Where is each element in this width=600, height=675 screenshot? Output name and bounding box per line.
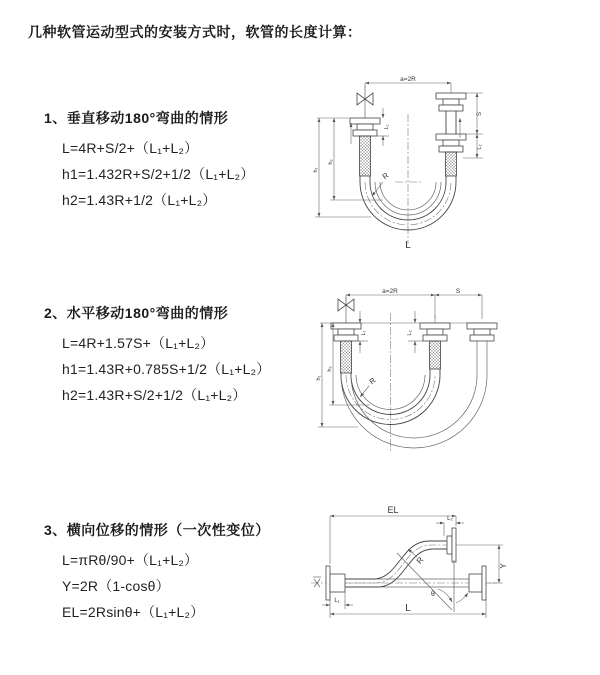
label-theta: θ bbox=[431, 591, 435, 598]
dim-l bbox=[330, 600, 486, 618]
dim-el bbox=[330, 505, 456, 564]
dim-l1 bbox=[373, 108, 390, 146]
label-l2: L₂ bbox=[407, 330, 413, 336]
formula-1-h1: h1=1.432R+S/2+1/2（L₁+L₂） bbox=[62, 166, 255, 182]
centerlines bbox=[395, 114, 421, 244]
dim-l2 bbox=[436, 516, 464, 536]
radius-leader bbox=[360, 375, 378, 397]
hose-s-curve bbox=[345, 528, 456, 587]
right-pipe-fitting bbox=[436, 93, 466, 182]
label-l2: L₂ bbox=[477, 144, 483, 150]
diagram-lateral-displacement bbox=[297, 500, 595, 640]
section-1 bbox=[44, 108, 254, 206]
diagram-horizontal-180-bend bbox=[312, 285, 500, 457]
label-el: EL bbox=[387, 505, 399, 515]
label-h2: h₂ bbox=[327, 366, 333, 372]
dim-s bbox=[435, 288, 482, 295]
label-s: S bbox=[477, 111, 483, 117]
label-l-total: L bbox=[405, 240, 411, 251]
section-3 bbox=[44, 520, 270, 618]
label-h1: h₁ bbox=[313, 167, 319, 173]
dim-a2r bbox=[346, 288, 482, 319]
diagram-vertical-180-bend bbox=[313, 74, 503, 256]
label-l2: L₂ bbox=[447, 516, 453, 522]
formula-1-h2: h2=1.43R+1/2（L₁+L₂） bbox=[62, 192, 217, 208]
centerline-mark bbox=[313, 577, 321, 587]
formula-2-h1: h1=1.43R+0.785S+1/2（L₁+L₂） bbox=[62, 361, 271, 377]
label-r: R bbox=[380, 170, 391, 182]
left-pipe-fitting bbox=[350, 118, 380, 182]
label-y: Y bbox=[499, 563, 508, 569]
label-r: R bbox=[367, 375, 378, 387]
dim-a2r bbox=[365, 76, 451, 93]
left-flange bbox=[326, 566, 345, 600]
left-pipe-fitting bbox=[331, 323, 361, 375]
formula-3-EL: EL=2Rsinθ+（L₁+L₂） bbox=[62, 604, 205, 620]
section-3-heading: 3、横向位移的情形（一次性变位） bbox=[44, 522, 270, 538]
valve-icon bbox=[338, 297, 354, 323]
label-l1: L₁ bbox=[361, 330, 367, 336]
middle-pipe-fitting bbox=[420, 323, 450, 375]
formula-2-L: L=4R+1.57S+（L₁+L₂） bbox=[62, 335, 215, 351]
label-h2: h₂ bbox=[328, 159, 334, 165]
hose-u-bend-displaced bbox=[341, 375, 487, 448]
dim-l2 bbox=[407, 311, 424, 353]
label-r: R bbox=[414, 555, 426, 566]
label-l: L bbox=[405, 603, 411, 614]
right-pipe-fitting bbox=[467, 323, 497, 375]
formula-3-L: L=πRθ/90+（L₁+L₂） bbox=[62, 552, 199, 568]
label-l1: L₁ bbox=[334, 598, 340, 604]
formula-2-h2: h2=1.43R+S/2+1/2（L₁+L₂） bbox=[62, 387, 247, 403]
formula-3-Y: Y=2R（1-cosθ） bbox=[62, 578, 170, 594]
page-title: 几种软管运动型式的安装方式时，软管的长度计算： bbox=[28, 24, 362, 40]
section-2 bbox=[44, 303, 270, 401]
label-s: S bbox=[455, 288, 461, 295]
label-a2r: a=2R bbox=[400, 76, 416, 83]
label-l1: L₁ bbox=[384, 124, 390, 130]
section-2-heading: 2、水平移动180°弯曲的情形 bbox=[44, 305, 229, 321]
section-1-heading: 1、垂直移动180°弯曲的情形 bbox=[44, 110, 229, 126]
formula-1-L: L=4R+S/2+（L₁+L₂） bbox=[62, 140, 199, 156]
label-a2r: a=2R bbox=[382, 288, 398, 295]
valve-icon bbox=[357, 86, 373, 118]
label-h1: h₁ bbox=[316, 375, 322, 381]
